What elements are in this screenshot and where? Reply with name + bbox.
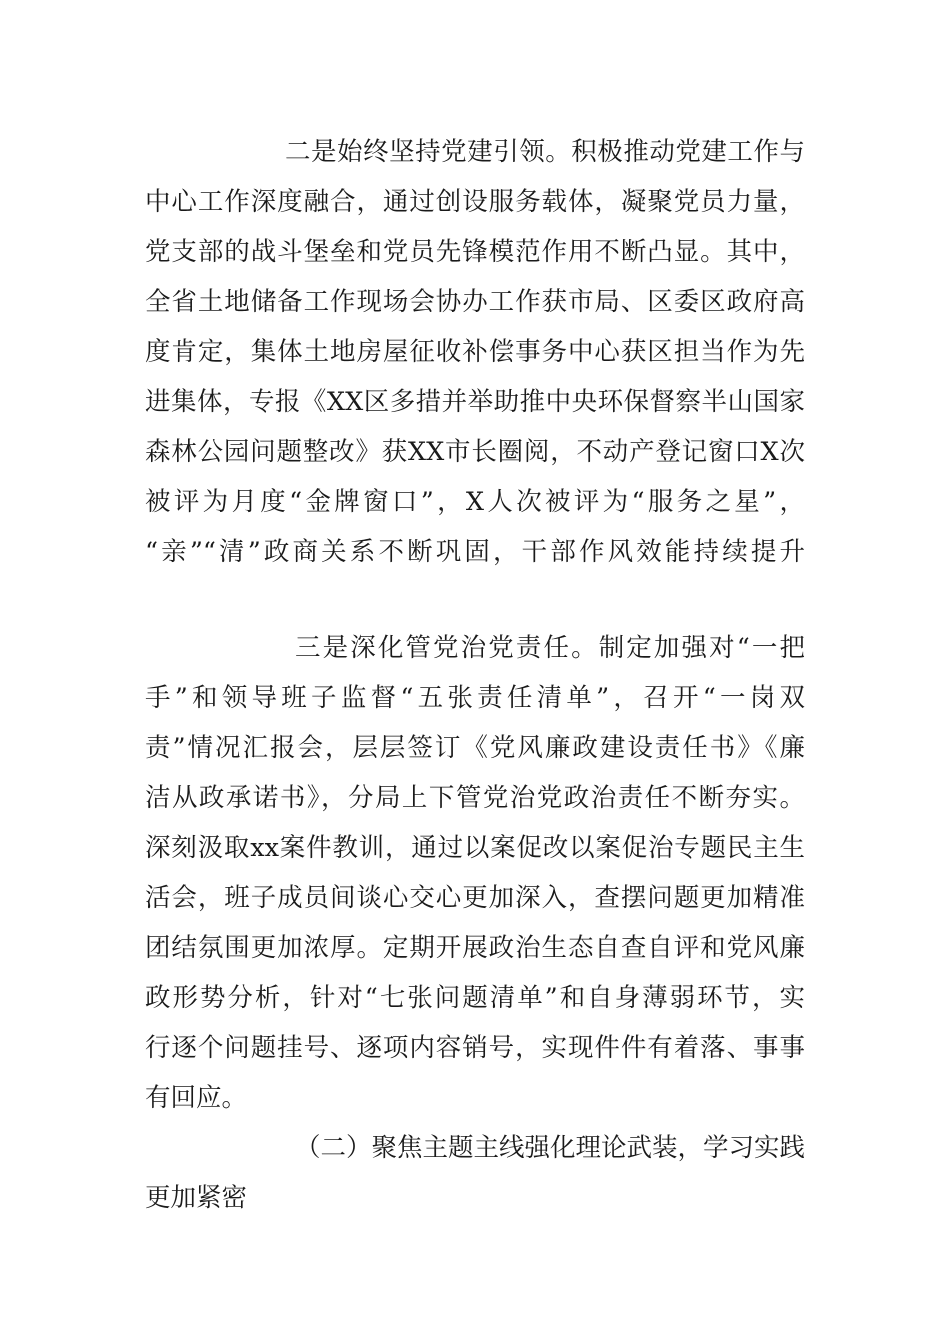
paragraph-1-line-9: “亲”“清”政商关系不断巩固，干部作风效能持续提升 <box>145 537 805 567</box>
paragraph-1-line-6: 进集体，专报《XX区多措并举助推中央环保督察半山国家 <box>145 387 805 417</box>
paragraph-2-line-7: 团结氛围更加浓厚。定期开展政治生态自查自评和党风廉 <box>145 933 805 963</box>
section-heading-line-1: （二）聚焦主题主线强化理论武装，学习实践 <box>295 1133 805 1163</box>
paragraph-1-line-5: 度肯定，集体土地房屋征收补偿事务中心获区担当作为先 <box>145 337 805 367</box>
paragraph-1-line-8: 被评为月度“金牌窗口”，X人次被评为“服务之星”， <box>145 487 805 517</box>
paragraph-1-line-4: 全省土地储备工作现场会协办工作获市局、区委区政府高 <box>145 287 805 317</box>
paragraph-2-line-9: 行逐个问题挂号、逐项内容销号，实现件件有着落、事事 <box>145 1033 805 1063</box>
paragraph-2-line-1: 三是深化管党治党责任。制定加强对“一把 <box>295 633 805 663</box>
paragraph-2-line-10: 有回应。 <box>145 1083 248 1113</box>
paragraph-2-line-8: 政形势分析，针对“七张问题清单”和自身薄弱环节，实 <box>145 983 805 1013</box>
paragraph-1-line-7: 森林公园问题整改》获XX市长圈阅，不动产登记窗口X次 <box>145 437 805 467</box>
paragraph-2-line-2: 手”和领导班子监督“五张责任清单”，召开“一岗双 <box>145 683 805 713</box>
paragraph-1-line-3: 党支部的战斗堡垒和党员先锋模范作用不断凸显。其中， <box>145 237 805 267</box>
paragraph-2-line-3: 责”情况汇报会，层层签订《党风廉政建设责任书》《廉 <box>145 733 805 763</box>
section-heading-line-2: 更加紧密 <box>145 1183 248 1213</box>
paragraph-1-line-2: 中心工作深度融合，通过创设服务载体，凝聚党员力量， <box>145 187 805 217</box>
paragraph-2-line-5: 深刻汲取xx案件教训，通过以案促改以案促治专题民主生 <box>145 833 805 863</box>
paragraph-1-line-1: 二是始终坚持党建引领。积极推动党建工作与 <box>285 137 805 167</box>
paragraph-2-line-6: 活会，班子成员间谈心交心更加深入，查摆问题更加精准 <box>145 883 805 913</box>
paragraph-2-line-4: 洁从政承诺书》，分局上下管党治党政治责任不断夯实。 <box>145 783 805 813</box>
